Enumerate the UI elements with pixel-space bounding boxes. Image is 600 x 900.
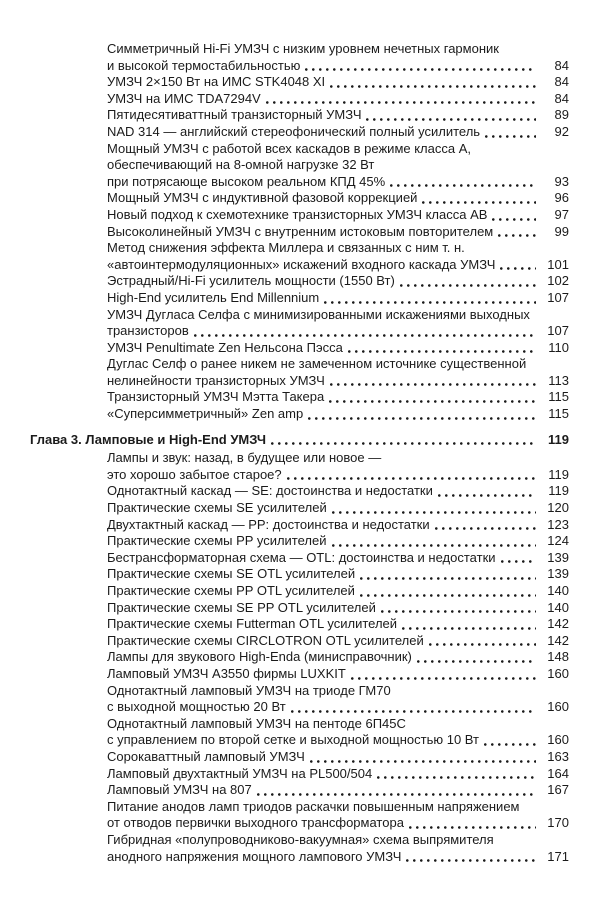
entry-title-text: «автоинтермодуляционных» искажений входного каскада УМЗЧ — [107, 256, 496, 272]
page-number: 101 — [547, 256, 569, 272]
toc-entry — [107, 483, 569, 500]
entry-title-text: Однотактный ламповый УМЗЧ на триоде ГМ70 — [107, 682, 391, 698]
dot-leader — [485, 135, 536, 138]
entry-title-text: с управлением по второй сетке и выходной мощностью 10 Вт — [107, 732, 479, 748]
entry-title-text: Ламповый УМЗЧ А3550 фирмы LUXKIT — [107, 665, 346, 681]
toc-entry — [107, 124, 569, 141]
toc-entry — [107, 91, 569, 108]
entry-title-text: нелинейности транзисторных УМЗЧ — [107, 372, 325, 388]
page-number: 171 — [547, 848, 569, 864]
dot-leader — [501, 560, 536, 563]
dot-leader — [194, 334, 536, 337]
toc-entry — [107, 207, 569, 224]
page-number: 142 — [547, 616, 569, 632]
toc-entry-line — [107, 832, 569, 849]
page-number: 123 — [547, 516, 569, 532]
page-number: 164 — [547, 765, 569, 781]
toc-entry — [107, 633, 569, 650]
entry-title-text: Лампы для звукового High-Enda (минисправочник) — [107, 649, 412, 665]
toc-entry — [107, 550, 569, 567]
entry-title-text: анодного напряжения мощного лампового УМЗЧ — [107, 848, 402, 864]
toc-chapter-heading — [30, 432, 569, 449]
entry-title-text: Лампы и звук: назад, в будущее или новое — — [107, 450, 382, 466]
entry-title-text: с выходной мощностью 20 Вт — [107, 699, 286, 715]
toc-entry — [107, 566, 569, 583]
entry-title-text: Транзисторный УМЗЧ Мэтта Такера — [107, 389, 325, 405]
entry-title-text: Двухтактный каскад — PP: достоинства и недостатки — [107, 516, 430, 532]
entry-title-text: Практические схемы Futterman OTL усилителей — [107, 616, 398, 632]
dot-leader — [271, 442, 536, 445]
toc-entry — [107, 782, 569, 799]
entry-title-text: от отводов первички выходного трансформатора — [107, 815, 404, 831]
page-number: 102 — [547, 273, 569, 289]
toc-entry — [107, 683, 569, 716]
toc-entry-line — [107, 533, 569, 550]
dot-leader — [435, 527, 536, 530]
entry-title-text: при потрясающе высоком реальном КПД 45% — [107, 173, 386, 189]
page-number: 119 — [548, 483, 569, 499]
page-number: 110 — [548, 339, 569, 355]
dot-leader — [351, 677, 536, 680]
entry-title-text: Мощный УМЗЧ с работой всех каскадов в режиме класса А, — [107, 140, 471, 156]
entry-title-text: Бестрансформаторная схема — OTL: достоинства и недостатки — [107, 549, 496, 565]
page-number: 170 — [547, 815, 569, 831]
page-number: 115 — [548, 406, 569, 422]
entry-title-text: Эстрадный/Hi-Fi усилитель мощности (1550 Вт) — [107, 273, 395, 289]
toc-entry-line — [107, 450, 569, 467]
dot-leader — [381, 610, 536, 613]
toc-entry-line — [107, 583, 569, 600]
dot-leader — [406, 859, 536, 862]
toc-entry-line — [30, 432, 569, 449]
toc-entry — [107, 141, 569, 191]
chapter-title-text: Глава 3. Ламповые и High-End УМЗЧ — [30, 431, 267, 447]
dot-leader — [324, 301, 536, 304]
page-number: 92 — [554, 123, 569, 139]
toc-entry-line — [107, 550, 569, 567]
toc-entry — [107, 41, 569, 74]
toc-entry-line — [107, 649, 569, 666]
toc-entry — [107, 450, 569, 483]
toc-entry-line — [107, 307, 569, 324]
page-number: 84 — [554, 90, 569, 106]
dot-leader — [330, 85, 536, 88]
entry-title-text: High-End усилитель End Millennium — [107, 289, 320, 305]
toc-entry-line — [107, 74, 569, 91]
toc-entry-line — [107, 257, 569, 274]
dot-leader — [498, 234, 536, 237]
dot-leader — [360, 594, 536, 597]
entry-title-text: Питание анодов ламп триодов раскачки повышенным напряжением — [107, 798, 520, 814]
toc-entry-line — [107, 566, 569, 583]
entry-title-text: Новый подход к схемотехнике транзисторных УМЗЧ класса АВ — [107, 206, 488, 222]
page-number: 124 — [547, 533, 569, 549]
entry-title-text: Практические схемы SE OTL усилителей — [107, 566, 356, 582]
toc-entry — [107, 649, 569, 666]
toc-entry-line — [107, 766, 569, 783]
toc-entry-line — [107, 716, 569, 733]
dot-leader — [291, 710, 536, 713]
page-number: 107 — [547, 323, 569, 339]
toc-entry — [107, 224, 569, 241]
toc-entry-line — [107, 749, 569, 766]
toc-entry-line — [107, 616, 569, 633]
toc-entry-line — [107, 323, 569, 340]
toc-entry-line — [107, 107, 569, 124]
entry-title-text: Практические схемы PP OTL усилителей — [107, 583, 355, 598]
toc-entry-line — [107, 190, 569, 207]
entry-title-text: Однотактный каскад — SE: достоинства и недостатки — [107, 483, 433, 499]
dot-leader — [310, 760, 536, 763]
page-number: 140 — [547, 599, 569, 615]
entry-title-text: Однотактный ламповый УМЗЧ на пентоде 6П45С — [107, 715, 406, 731]
toc-entry — [107, 273, 569, 290]
toc-entry-line — [107, 373, 569, 390]
entry-title-text: Практические схемы SE PP OTL усилителей — [107, 599, 376, 615]
toc-entry-line — [107, 356, 569, 373]
dot-leader — [492, 218, 536, 221]
dot-leader — [429, 643, 536, 646]
dot-leader — [484, 743, 536, 746]
entry-title-text: Метод снижения эффекта Миллера и связанных с ним т. н. — [107, 240, 465, 256]
toc-entry — [107, 340, 569, 357]
dot-leader — [360, 577, 536, 580]
toc-entry-line — [107, 666, 569, 683]
toc-entry — [107, 766, 569, 783]
entry-title-text: Гибридная «полупроводниково-вакуумная» схема выпрямителя — [107, 831, 494, 847]
toc-entry-line — [107, 124, 569, 141]
dot-leader — [400, 284, 536, 287]
dot-leader — [348, 350, 536, 353]
toc-entry-line — [107, 58, 569, 75]
entry-title-text: Пятидесятиваттный транзисторный УМЗЧ — [107, 107, 362, 123]
toc-entry-line — [107, 240, 569, 257]
dot-leader — [366, 118, 536, 121]
entry-title-text: Практические схемы PP усилителей — [107, 533, 327, 549]
toc-entry-line — [107, 849, 569, 866]
toc-entry-line — [107, 633, 569, 650]
dot-leader — [287, 477, 536, 480]
toc-entry — [107, 583, 569, 600]
toc-entry-line — [107, 683, 569, 700]
entry-title-text: Ламповый УМЗЧ на 807 — [107, 782, 252, 798]
toc-entry — [107, 600, 569, 617]
dot-leader — [266, 101, 536, 104]
page-number: 99 — [554, 223, 569, 239]
page-number: 120 — [547, 500, 569, 516]
dot-leader — [330, 383, 536, 386]
toc-entry-line — [107, 290, 569, 307]
dot-leader — [438, 494, 536, 497]
toc-list — [30, 41, 569, 865]
entry-title-text: УМЗЧ на ИМС TDA7294V — [107, 90, 261, 106]
toc-entry-line — [107, 207, 569, 224]
toc-entry-line — [107, 732, 569, 749]
toc-entry-line — [107, 406, 569, 423]
toc-entry-line — [107, 157, 569, 174]
entry-title-text: обеспечивающий на 8-омной нагрузке 32 Вт — [107, 157, 375, 173]
entry-title-text: Ламповый двухтактный УМЗЧ на PL500/504 — [107, 765, 373, 781]
entry-title-text: Высоколинейный УМЗЧ с внутренним истоковым повторителем — [107, 223, 494, 239]
toc-entry-line — [107, 273, 569, 290]
page-number: 167 — [547, 782, 569, 798]
dot-leader — [390, 184, 536, 187]
page-number: 148 — [547, 649, 569, 665]
toc-entry-line — [107, 517, 569, 534]
entry-title-text: и высокой термостабильностью — [107, 57, 301, 73]
toc-entry — [107, 290, 569, 307]
page-number: 142 — [547, 632, 569, 648]
entry-title-text: УМЗЧ 2×150 Вт на ИМС STK4048 XI — [107, 74, 326, 90]
page-number: 113 — [548, 372, 569, 388]
page-number: 96 — [554, 190, 569, 206]
toc-entry-line — [107, 699, 569, 716]
dot-leader — [332, 511, 536, 514]
dot-leader — [402, 627, 536, 630]
page-number: 97 — [554, 206, 569, 222]
toc-entry-line — [107, 340, 569, 357]
toc-entry-line — [107, 500, 569, 517]
dot-leader — [257, 793, 536, 796]
page-number: 139 — [547, 566, 569, 582]
toc-entry-line — [107, 600, 569, 617]
toc-entry-line — [107, 467, 569, 484]
page-number: 107 — [547, 289, 569, 305]
toc-entry — [107, 356, 569, 389]
toc-entry — [107, 716, 569, 749]
page-number: 160 — [547, 699, 569, 715]
entry-title-text: Симметричный Hi-Fi УМЗЧ с низким уровнем нечетных гармоник — [107, 41, 499, 56]
page-number: 119 — [548, 466, 569, 482]
entry-title-text: Сорокаваттный ламповый УМЗЧ — [107, 748, 305, 764]
toc-entry-line — [107, 141, 569, 158]
toc-entry-line — [107, 174, 569, 191]
entry-title-text: это хорошо забытое старое? — [107, 466, 282, 482]
dot-leader — [305, 68, 536, 71]
entry-title-text: Дуглас Селф о ранее никем не замеченном источнике существенной — [107, 356, 527, 372]
toc-entry-line — [107, 224, 569, 241]
toc-entry-line — [107, 799, 569, 816]
toc-entry-line — [107, 91, 569, 108]
page-number: 119 — [548, 431, 569, 447]
page-number: 163 — [547, 748, 569, 764]
entry-title-text: «Суперсимметричный» Zen amp — [107, 406, 304, 422]
entry-title-text: УМЗЧ Дугласа Селфа с минимизированными искажениями выходных — [107, 306, 530, 322]
page-number: 93 — [554, 173, 569, 189]
toc-entry — [107, 74, 569, 91]
toc-entry — [107, 406, 569, 423]
toc-entry — [107, 799, 569, 832]
toc-entry — [107, 107, 569, 124]
toc-entry — [107, 307, 569, 340]
page-number: 140 — [547, 583, 569, 598]
toc-entry — [107, 749, 569, 766]
toc-entry — [107, 517, 569, 534]
toc-entry — [107, 666, 569, 683]
page-number: 160 — [547, 665, 569, 681]
toc-entry — [107, 240, 569, 273]
page-number: 115 — [548, 389, 569, 405]
page-number: 84 — [554, 57, 569, 73]
toc-entry-line — [107, 41, 569, 58]
toc-entry — [107, 190, 569, 207]
dot-leader — [422, 201, 536, 204]
page-number: 160 — [547, 732, 569, 748]
toc-entry — [107, 832, 569, 865]
toc-entry — [107, 500, 569, 517]
entry-title-text: Мощный УМЗЧ с индуктивной фазовой коррекцией — [107, 190, 418, 206]
page-number: 89 — [554, 107, 569, 123]
dot-leader — [308, 417, 536, 420]
entry-title-text: транзисторов — [107, 323, 189, 339]
entry-title-text: NAD 314 — английский стереофонический полный усилитель — [107, 123, 481, 139]
toc-entry-line — [107, 782, 569, 799]
dot-leader — [377, 776, 536, 779]
dot-leader — [332, 544, 537, 547]
dot-leader — [417, 660, 536, 663]
page-number: 139 — [547, 549, 569, 565]
entry-title-text: УМЗЧ Penultimate Zen Нельсона Пэсса — [107, 339, 343, 355]
toc-entry — [107, 616, 569, 633]
dot-leader — [409, 826, 536, 829]
dot-leader — [329, 400, 536, 403]
page-number: 84 — [554, 74, 569, 90]
entry-title-text: Практические схемы CIRCLOTRON OTL усилителей — [107, 632, 424, 648]
entry-title-text: Практические схемы SE усилителей — [107, 500, 327, 516]
toc-entry-line — [107, 389, 569, 406]
dot-leader — [500, 267, 536, 270]
toc-entry — [107, 389, 569, 406]
toc-entry-line — [107, 483, 569, 500]
toc-entry-line — [107, 815, 569, 832]
toc-entry — [107, 533, 569, 550]
